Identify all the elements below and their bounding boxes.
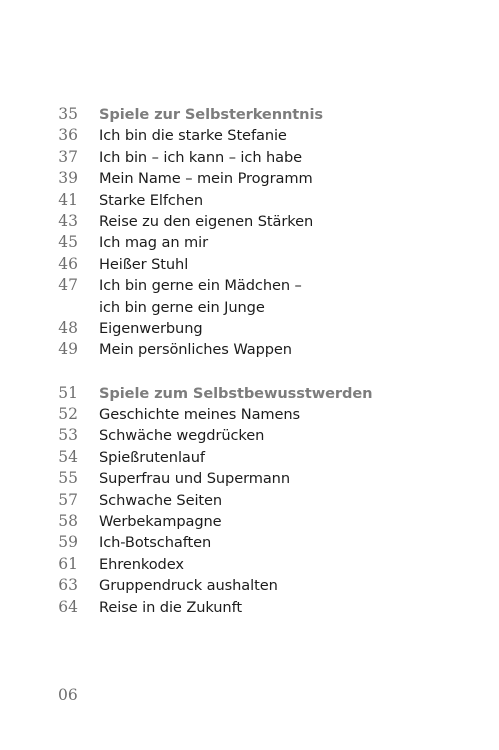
entry-page-number: 43 [58, 211, 78, 230]
entry-title: Schwache Seiten [99, 491, 223, 509]
toc-entry [0, 425, 499, 446]
entry-title: Ehrenkodex [99, 555, 184, 573]
entry-page-number: 55 [58, 469, 78, 488]
page-number: 06 [58, 686, 78, 704]
entry-title: Ich bin die starke Stefanie [99, 127, 287, 145]
entry-page-number: 61 [58, 554, 78, 573]
toc-entry [0, 554, 499, 575]
toc-section [0, 104, 499, 361]
entry-page-number: 49 [58, 340, 78, 359]
entry-title: Reise zu den eigenen Stärken [99, 212, 314, 230]
toc-entry [0, 318, 499, 339]
entry-page-number: 48 [58, 318, 78, 337]
toc-entry [0, 147, 499, 168]
entry-title: Mein Name – mein Programm [99, 170, 313, 188]
toc-entry [0, 339, 499, 360]
section-title: Spiele zur Selbsterkenntnis [99, 106, 323, 123]
entry-title: Eigenwerbung [99, 319, 203, 337]
toc-entry [0, 275, 499, 296]
toc-entry-continuation [0, 297, 499, 318]
toc-entry [0, 532, 499, 553]
section-heading [0, 104, 499, 125]
toc-entry [0, 490, 499, 511]
entry-page-number: 64 [58, 597, 78, 616]
entry-title: Spießrutenlauf [99, 448, 205, 466]
entry-page-number: 54 [58, 447, 78, 466]
entry-title: Schwäche wegdrücken [99, 427, 265, 445]
toc-entry [0, 511, 499, 532]
section-title: Spiele zum Selbstbewusstwerden [99, 384, 373, 402]
entry-title: Superfrau und Supermann [99, 470, 290, 488]
entry-page-number: 58 [58, 512, 78, 531]
entry-page-number: 41 [58, 190, 78, 209]
entry-page-number: 53 [58, 426, 78, 445]
toc-entry [0, 232, 499, 253]
entry-title: Geschichte meines Namens [99, 406, 301, 424]
toc-entry [0, 190, 499, 211]
entry-title: Ich-Botschaften [99, 534, 212, 552]
toc-entry [0, 211, 499, 232]
entry-title: Ich bin – ich kann – ich habe [99, 148, 303, 166]
table-of-contents [0, 104, 499, 618]
entry-title: Mein persönliches Wappen [99, 341, 292, 359]
entry-page-number: 37 [58, 147, 78, 166]
entry-title: Starke Elfchen [99, 191, 203, 209]
section-page-number: 35 [58, 105, 78, 123]
entry-title-continuation: ich bin gerne ein Junge [99, 298, 265, 316]
entry-page-number: 39 [58, 169, 78, 188]
entry-page-number: 47 [58, 276, 78, 295]
section-page-number: 51 [58, 383, 78, 402]
toc-entry [0, 404, 499, 425]
entry-title: Heißer Stuhl [99, 255, 189, 273]
toc-entry [0, 575, 499, 596]
toc-entry [0, 125, 499, 146]
entry-page-number: 46 [58, 254, 78, 273]
entry-title: Reise in die Zukunft [99, 598, 242, 616]
entry-page-number: 36 [58, 126, 78, 145]
entry-title: Ich mag an mir [99, 234, 208, 252]
toc-entry [0, 447, 499, 468]
toc-entry [0, 168, 499, 189]
entry-page-number: 45 [58, 233, 78, 252]
toc-entry [0, 597, 499, 618]
entry-page-number: 59 [58, 533, 78, 552]
entry-title: Ich bin gerne ein Mädchen – [99, 277, 302, 295]
toc-entry [0, 254, 499, 275]
entry-page-number: 63 [58, 576, 78, 595]
entry-page-number: 52 [58, 405, 78, 424]
entry-title: Werbekampagne [99, 513, 222, 531]
entry-page-number: 57 [58, 490, 78, 509]
section-heading [0, 383, 499, 404]
toc-section [0, 383, 499, 618]
entry-title: Gruppendruck aushalten [99, 577, 278, 595]
toc-entry [0, 468, 499, 489]
